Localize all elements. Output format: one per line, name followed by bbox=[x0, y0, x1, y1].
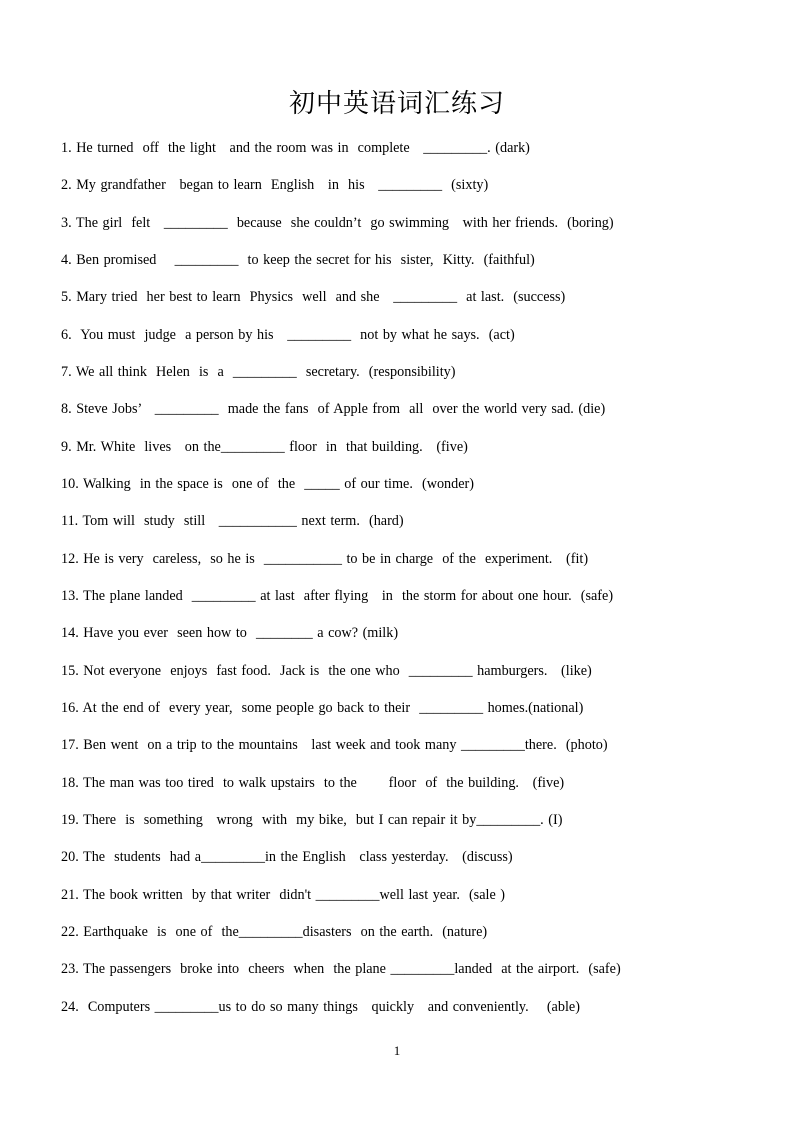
exercise-item: 5. Mary tried her best to learn Physics well and she _________ at last. (success) bbox=[61, 289, 566, 305]
exercise-item: 22. Earthquake is one of the_________disasters on the earth. (nature) bbox=[61, 924, 488, 940]
exercise-item: 9. Mr. White lives on the_________ floor in that building. (five) bbox=[61, 439, 468, 455]
exercise-item: 17. Ben went on a trip to the mountains last week and took many _________there. (photo) bbox=[61, 737, 608, 753]
exercise-item: 23. The passengers broke into cheers when the plane _________landed at the airport. (safe) bbox=[61, 961, 621, 977]
exercise-item: 1. He turned off the light and the room was in complete _________. (dark) bbox=[61, 140, 530, 156]
exercise-item: 21. The book written by that writer didn't _________well last year. (sale ) bbox=[61, 887, 506, 903]
exercise-item: 7. We all think Helen is a _________ secretary. (responsibility) bbox=[61, 364, 456, 380]
page-title: 初中英语词汇练习 bbox=[288, 89, 505, 119]
exercise-item: 12. He is very careless, so he is ___________ to be in charge of the experiment. (fit) bbox=[61, 551, 589, 567]
exercise-item: 16. At the end of every year, some people go back to their _________ homes.(national) bbox=[61, 700, 584, 716]
exercise-item: 24. Computers _________us to do so many things quickly and conveniently. (able) bbox=[61, 999, 580, 1015]
exercise-item: 2. My grandfather began to learn English in his _________ (sixty) bbox=[61, 177, 489, 193]
exercise-item: 10. Walking in the space is one of the _____ of our time. (wonder) bbox=[61, 476, 474, 492]
exercise-item: 3. The girl felt _________ because she couldn’t go swimming with her friends. (boring) bbox=[61, 215, 614, 231]
page-number: 1 bbox=[393, 1043, 401, 1058]
exercise-item: 11. Tom will study still ___________ next term. (hard) bbox=[61, 513, 404, 529]
exercise-item: 15. Not everyone enjoys fast food. Jack is the one who _________ hamburgers. (like) bbox=[61, 663, 592, 679]
exercise-item: 18. The man was too tired to walk upstairs to the floor of the building. (five) bbox=[61, 775, 565, 791]
exercise-item: 14. Have you ever seen how to ________ a cow? (milk) bbox=[61, 625, 399, 641]
exercise-item: 6. You must judge a person by his _________ not by what he says. (act) bbox=[61, 327, 515, 343]
exercise-item: 19. There is something wrong with my bike, but I can repair it by_________. (I) bbox=[61, 812, 563, 828]
exercise-item: 8. Steve Jobs’ _________ made the fans of Apple from all over the world very sad. (die) bbox=[61, 401, 606, 417]
exercise-item: 20. The students had a_________in the English class yesterday. (discuss) bbox=[61, 849, 513, 865]
exercise-item: 4. Ben promised _________ to keep the secret for his sister, Kitty. (faithful) bbox=[61, 252, 535, 268]
exercise-item: 13. The plane landed _________ at last after flying in the storm for about one hour. (safe) bbox=[61, 588, 614, 604]
